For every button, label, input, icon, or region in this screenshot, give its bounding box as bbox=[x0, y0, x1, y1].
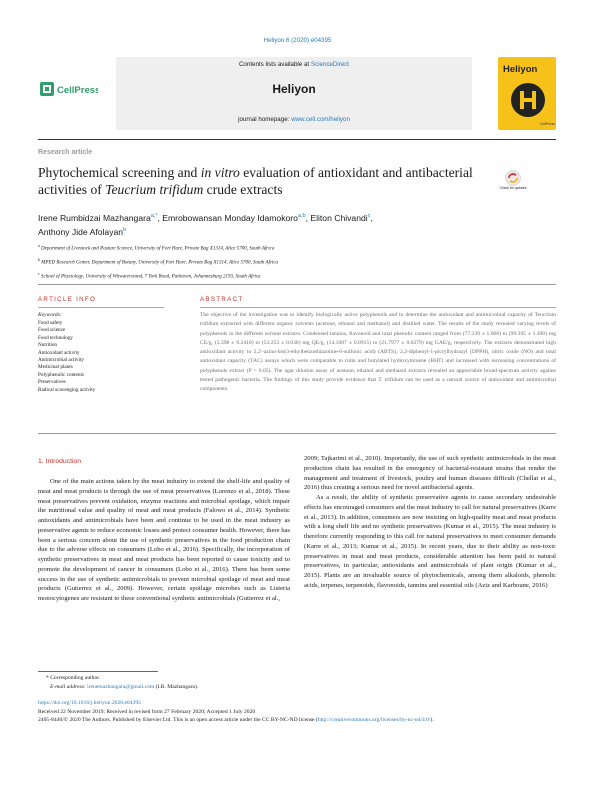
keyword: Nutrition bbox=[38, 342, 58, 349]
cover-title: Heliyon bbox=[503, 64, 538, 75]
corresponding-author-note: * Corresponding author. bbox=[46, 675, 101, 681]
article-dates: Received 22 November 2019; Received in revised form 27 February 2020; Accepted 1 July 2020 bbox=[38, 708, 256, 715]
sciencedirect-link[interactable]: ScienceDirect bbox=[310, 61, 350, 68]
cellpress-logo-text: CellPress bbox=[57, 85, 98, 96]
keywords-list bbox=[38, 320, 168, 394]
affiliation: $^b$ MPED Research Center, Department of Botany, University of Fort Hare, Private Bag X1314, Alice 5700, South Africa bbox=[38, 257, 279, 266]
body-column-left bbox=[38, 458, 290, 604]
body-column-right bbox=[304, 454, 556, 591]
cover-h-logo-icon bbox=[510, 82, 546, 118]
affiliation: $^c$ School of Physiology, University of Witwatersrand, 7 York Road, Parktown, Johannesburg 2193, South Africa bbox=[38, 271, 261, 280]
author-name[interactable]: Emrobowansan Monday Idamokoro bbox=[162, 212, 298, 223]
header-divider bbox=[38, 139, 556, 140]
author-name[interactable]: Anthony Jide Afolayan bbox=[38, 227, 124, 238]
section-heading: 1. Introduction bbox=[38, 458, 82, 465]
check-for-updates-icon[interactable] bbox=[502, 170, 524, 200]
keyword: Antimicrobial activity bbox=[38, 357, 84, 364]
homepage-prefix: journal homepage: bbox=[238, 116, 292, 123]
article-title: Phytochemical screening and in vitro evaluation of antioxidant and antibacterial activities of Teucrium trifidum crude extracts bbox=[38, 165, 473, 197]
license-statement: 2405-8440/© 2020 The Authors. Published by Elsevier Ltd. This is an open access article under the CC BY-NC-ND license (http://creativecommons.org/licenses/by-nc-nd/4.0/). bbox=[38, 717, 434, 724]
author-name[interactable]: Eliton Chivandi bbox=[310, 212, 368, 223]
keyword: Radical scavenging activity bbox=[38, 386, 96, 393]
affiliation: $^a$ Department of Livestock and Pasture Science, University of Fort Hare, Private Bag X1314, Alice 5700, South Africa bbox=[38, 243, 275, 252]
keyword: Food science bbox=[38, 327, 66, 334]
author-name[interactable]: Irene Rumbidzai Mazhangara bbox=[38, 212, 151, 223]
keyword: Medicinal plants bbox=[38, 364, 73, 371]
body-paragraph: 2009; Tajkarimi et al., 2010). Importantly, the use of such synthetic antimicrobials in the meat production chain has resulted in the emergency of bacterial-resistant strains that render the management and treatment of livestock, poultry and human diseases difficult (Chellat et al., 2016) thus creating a serious need for novel antibacterial agents. bbox=[304, 455, 556, 492]
article-type-label: Research article bbox=[38, 149, 93, 156]
body-paragraph: One of the main actions taken by the meat industry to extend the shelf-life and quality of meat and meat products is through the use of meat preservatives (Lorenzo et al., 2018). These meat preservatives prevent oxidation, enzyme reactions and microbial spoilage, which impair the nutritional value and quality of meat and meat products (Falowo et al., 2014). Synthetic antioxidants and antimicrobials have been and continue to be used in the meat industry as preservative agents to reduce economic losses and protect consumer health. However, there has been a serious concern about the use of synthetic preservatives in the food production chain due to the adverse effects on consumers (Lobo et al., 2016). Specifically, the incorporation of synthetic preservatives in meat and meat products has been reported to cause toxicity and to promote the development of cancer in consumers (Lobo et al., 2016). There has been some success in the use of synthetic antimicrobials to prevent microbial spoilage of meat and meat products (Gutierrez et al., 2009). However, certain spoilage microbes such as Listeria monocytogenes are resistant to these conventional synthetic antimicrobials (Gutierrez et al., bbox=[38, 478, 290, 602]
license-link[interactable]: http://creativecommons.org/licenses/by-nc-nd/4.0/ bbox=[317, 717, 431, 724]
title-divider bbox=[38, 284, 556, 285]
article-info-rule bbox=[38, 307, 164, 308]
check-for-updates-label[interactable]: Check for updates bbox=[499, 186, 527, 190]
cover-brand: CellPress bbox=[540, 122, 555, 126]
journal-reference[interactable]: Heliyon 6 (2020) e04395 bbox=[263, 37, 332, 44]
footnote-rule bbox=[38, 671, 158, 672]
keyword: Preservatives bbox=[38, 379, 66, 386]
doi-link[interactable]: https://doi.org/10.1016/j.heliyon.2020.e04395 bbox=[38, 700, 141, 706]
keyword: Polyphenolic contents bbox=[38, 371, 84, 378]
abstract-rule bbox=[200, 307, 556, 308]
abstract-text: The objective of the investigation was to identify biologically active polyphenols and to determine the antioxidant and antimicrobial capacity of Teucrium trifidum extracted with different organic solvents (acetone, ethanol and methanol) and distilled water. The results of the study revealed varying levels of polyphenols in the different solvent extracts. Condensed tannins, flavonoid and total phenolic content ranged from (77.339 ± 1.068) to (99.395 ± 1.490) mg CE/g, (3.398 ± 0.2410) to (53.253 ± 0.638) mg QE/g, (14.1087 ± 0.0915) to (21.7977 ± 0.0279) mg GAE/g, respectively. The extracts demonstrated high antioxidant activity to 2,2′-azino-bis(3-ethylbenzothiazoline-6-sulfonic acid) (ABTS), 2,2-diphenyl-1-picrylhydrazyl (DPPH), nitric oxide (NO) and total antioxidant capacity (TAC) assays which were comparable to rutin and butylated hydroxytoluene (BHT) and increased with increasing concentrations of polyphenols extract (P < 0.05). The agar dilution assay of acetone, ethanol and methanol extracts revealed an appreciable broad-spectrum activity against tested pathogenic bacteria. The findings of this study provide evidence that T. trifidum can be used as a natural source of antioxidant and antimicrobial components. bbox=[200, 312, 556, 393]
email-label: E-mail address: bbox=[50, 684, 88, 690]
keyword: Food technology bbox=[38, 334, 74, 341]
article-metadata bbox=[38, 699, 556, 725]
body-paragraph: As a result, the ability of synthetic preservative agents to cause secondary undesirable effects has encouraged consumers and the meat industry to call for natural preservatives (Karre et al., 2013). In addition, consumers are now insisting on high-quality meat and meat products with a long shelf life and no synthetic preservatives (Kumar et al., 2015). The meat industry is therefore currently responding to this call for natural preservatives to meet consumer demands (Karre et al., 2013; Kumar et al., 2015). In recent years, due to their ability as non-toxic preservatives in meat and meat products, considerable attention has been paid to natural preservatives, in particular, antioxidants and antimicrobials of plant origin (Kumar et al., 2015). Plants are an invaluable source of phytochemicals, among them alkaloids, phenolic acids, terpenes, terpenoids, flavonoids, tannins and essential oils (Aziz and Karboune, 2016) bbox=[304, 494, 556, 589]
affiliations bbox=[38, 241, 558, 283]
contents-line bbox=[116, 61, 472, 68]
author-list: Irene Rumbidzai Mazhangara$^{a,*}$, Emrobowansan Monday Idamokoro$^{a,b}$, Eliton Chivandi$^c$, Anthony Jide Afolayan$^b$ bbox=[38, 212, 373, 238]
email-link[interactable]: irenemazhangara@gmail.com bbox=[87, 684, 155, 690]
abstract-heading: ABSTRACT bbox=[200, 296, 244, 303]
cellpress-logo bbox=[40, 78, 98, 100]
journal-name: Heliyon bbox=[272, 82, 316, 96]
contents-prefix: Contents lists available at bbox=[238, 61, 311, 68]
homepage-link[interactable]: www.cell.com/heliyon bbox=[291, 116, 350, 123]
article-info-heading: ARTICLE INFO bbox=[38, 296, 97, 303]
footnote: * Corresponding author. E-mail address: irenemazhangara@gmail.com (I.R. Mazhangara). bbox=[38, 674, 438, 692]
keyword: Food safety bbox=[38, 320, 63, 326]
keywords-label: Keywords: bbox=[38, 312, 62, 318]
keyword: Antioxidant activity bbox=[38, 349, 80, 356]
abstract-divider bbox=[38, 433, 556, 434]
homepage-line bbox=[116, 116, 472, 123]
